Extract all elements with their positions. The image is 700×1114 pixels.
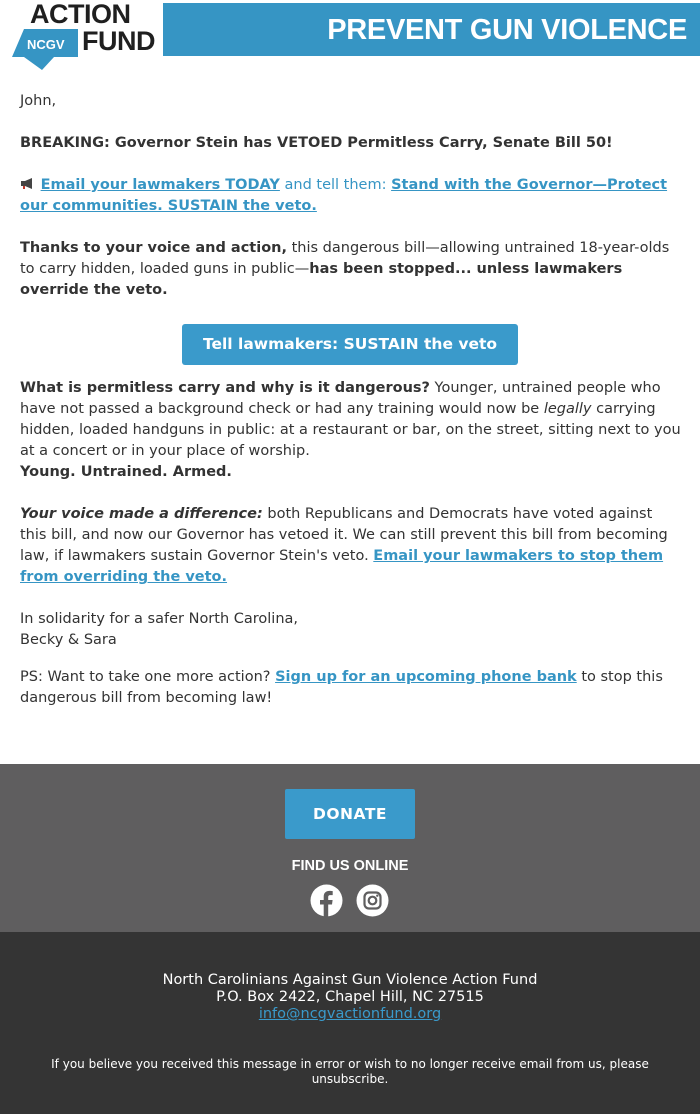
tagline: Young. Untrained. Armed. bbox=[20, 464, 232, 480]
cta-container bbox=[0, 324, 700, 365]
ncgv-logo[interactable] bbox=[12, 0, 157, 70]
header-banner bbox=[163, 3, 700, 56]
unsubscribe-notice[interactable]: If you believe you received this message in error or wish to no longer receive email from us, please unsubscribe. bbox=[51, 1057, 649, 1086]
logo-text-fund: FUND bbox=[82, 26, 155, 56]
thanks-paragraph bbox=[20, 238, 682, 301]
stop-override-link[interactable]: Email your lawmakers to stop them from overriding the veto. bbox=[20, 548, 664, 585]
find-us-heading: FIND US ONLINE bbox=[291, 858, 409, 874]
banner-title: PREVENT GUN VIOLENCE bbox=[327, 14, 687, 46]
thanks-text: this dangerous bill—allowing untrained 18-year-olds to carry hidden, loaded guns in public— bbox=[20, 240, 670, 277]
megaphone-icon bbox=[20, 176, 36, 189]
logo-text-action: ACTION bbox=[30, 0, 131, 29]
thanks-bold-end: has been stopped... unless lawmakers override the veto. bbox=[20, 261, 623, 298]
org-email-link[interactable]: info@ncgvactionfund.org bbox=[258, 1006, 442, 1022]
instagram-icon[interactable] bbox=[356, 884, 389, 917]
email-lawmakers-link[interactable]: Email your lawmakers TODAY bbox=[40, 177, 280, 193]
sustain-veto-button[interactable]: Tell lawmakers: SUSTAIN the veto bbox=[182, 324, 518, 365]
permitless-paragraph bbox=[20, 378, 682, 462]
ps-paragraph bbox=[20, 667, 682, 709]
signoff: In solidarity for a safer North Carolina, bbox=[20, 611, 299, 627]
greeting: John, bbox=[20, 93, 57, 109]
footer-contact-section bbox=[0, 932, 700, 1114]
email-body bbox=[20, 91, 682, 709]
org-address-block bbox=[0, 972, 700, 1023]
difference-text: both Republicans and Democrats have voted against this bill, and now our Governor has vetoed it. We can still prevent this bill from becoming law, if lawmakers sustain Governor Stein's veto. bbox=[20, 506, 668, 564]
permitless-text-end: carrying hidden, loaded handguns in public: at a restaurant or bar, on the street, sitting next to you at a concert or in your place of worship. bbox=[20, 401, 681, 459]
logo-badge: NCGV bbox=[27, 37, 65, 52]
breaking-headline: BREAKING: Governor Stein has VETOED Permitless Carry, Senate Bill 50! bbox=[20, 135, 613, 151]
permitless-text: Younger, untrained people who have not passed a background check or had any training would now be bbox=[20, 380, 661, 417]
difference-heading: Your voice made a difference: bbox=[20, 506, 263, 522]
signers: Becky & Sara bbox=[20, 632, 117, 648]
donate-button[interactable]: DONATE bbox=[285, 789, 415, 839]
org-address: P.O. Box 2422, Chapel Hill, NC 27515 bbox=[216, 989, 484, 1005]
phone-bank-link[interactable]: Sign up for an upcoming phone bank bbox=[275, 669, 577, 685]
permitless-question: What is permitless carry and why is it dangerous? bbox=[20, 380, 430, 396]
call-to-email-paragraph bbox=[20, 175, 682, 217]
difference-paragraph bbox=[20, 504, 682, 588]
permitless-italic: legally bbox=[543, 401, 592, 417]
email-lawmakers-link-mid[interactable]: and tell them: bbox=[279, 177, 392, 193]
footer-social-section bbox=[0, 764, 700, 932]
sustain-veto-link[interactable]: Stand with the Governor—Protect our communities. SUSTAIN the veto. bbox=[20, 177, 668, 214]
email-header bbox=[0, 0, 700, 78]
facebook-icon[interactable] bbox=[310, 884, 343, 917]
ps-text-end: to stop this dangerous bill from becoming law! bbox=[20, 669, 663, 706]
ps-text: PS: Want to take one more action? bbox=[20, 669, 276, 685]
org-name: North Carolinians Against Gun Violence Action Fund bbox=[162, 972, 538, 988]
thanks-bold: Thanks to your voice and action, bbox=[20, 240, 287, 256]
